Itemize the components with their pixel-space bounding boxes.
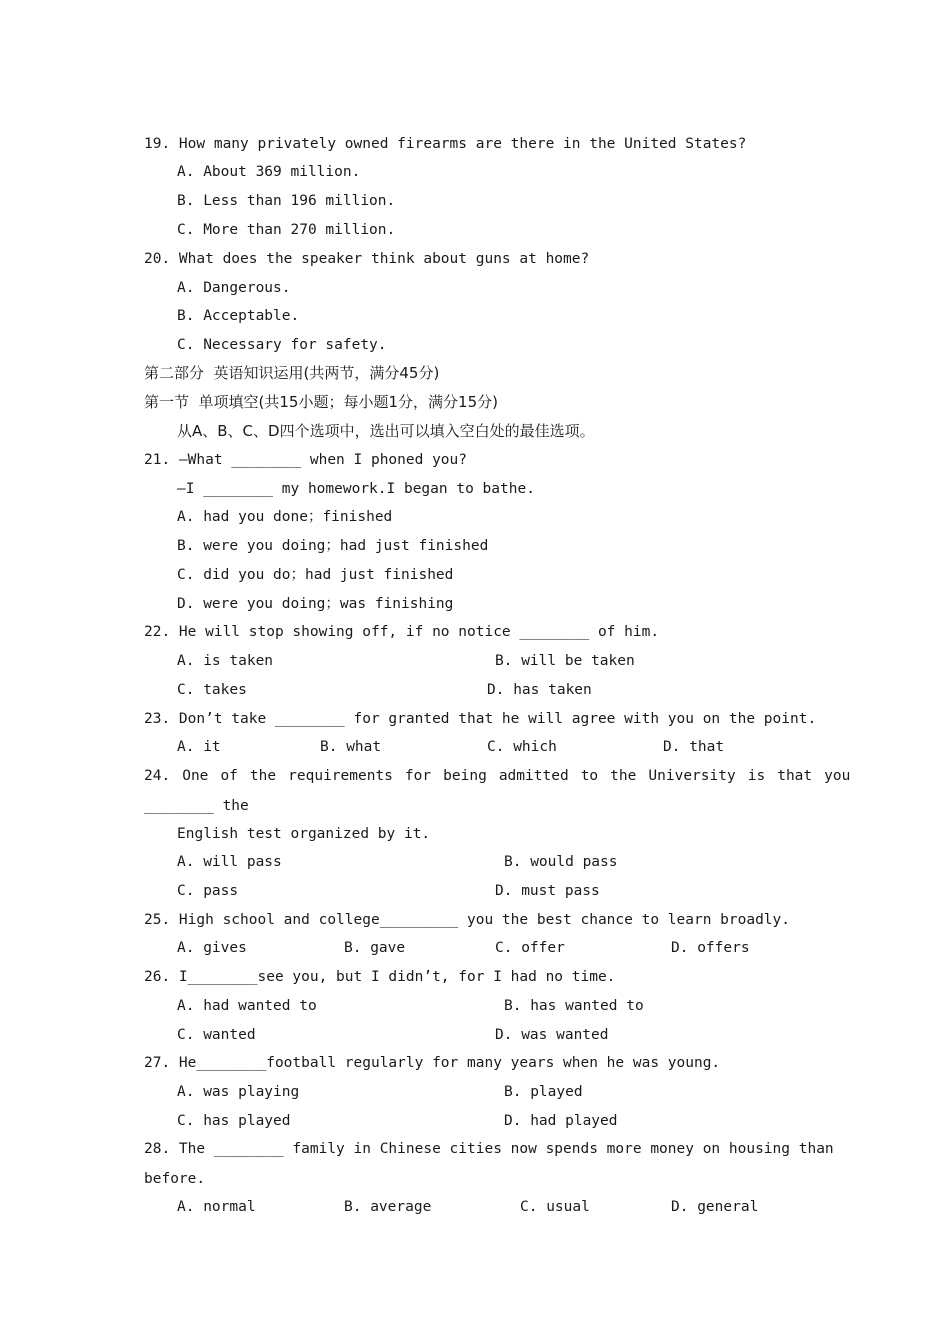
option-22-b: B. will be taken [495, 653, 635, 669]
option-25-c: C. offer [495, 940, 565, 956]
question-24-line-2: ________ the [144, 798, 249, 814]
option-26-d: D. was wanted [495, 1027, 609, 1043]
option-21-b: B. were you doing；had just finished [177, 538, 489, 554]
option-23-d: D. that [663, 739, 725, 755]
question-22: 22. He will stop showing off, if no notice ________ of him. [144, 624, 660, 640]
option-28-c: C. usual [520, 1199, 590, 1215]
option-23-a: A. it [177, 739, 221, 755]
option-27-d: D. had played [504, 1113, 618, 1129]
option-28-b: B. average [344, 1199, 432, 1215]
option-19-b: B. Less than 196 million. [177, 193, 396, 209]
option-28-a: A. normal [177, 1199, 256, 1215]
option-20-b: B. Acceptable. [177, 308, 300, 324]
question-21-response: —I ________ my homework.I began to bathe. [177, 481, 535, 497]
option-22-d: D. has taken [487, 682, 592, 698]
option-26-a: A. had wanted to [177, 998, 317, 1014]
option-25-b: B. gave [344, 940, 406, 956]
question-23: 23. Don’t take ________ for granted that he will agree with you on the point. [144, 711, 817, 727]
option-20-a: A. Dangerous. [177, 280, 291, 296]
option-24-a: A. will pass [177, 854, 282, 870]
question-25: 25. High school and college_________ you the best chance to learn broadly. [144, 912, 791, 928]
option-21-a: A. had you done；finished [177, 509, 393, 525]
option-25-a: A. gives [177, 940, 247, 956]
question-24-line-3: English test organized by it. [177, 826, 431, 842]
option-24-d: D. must pass [495, 883, 600, 899]
option-28-d: D. general [671, 1199, 759, 1215]
section-one-heading: 第一节 单项填空(共15小题；每小题1分，满分15分) [144, 393, 498, 411]
question-19: 19. How many privately owned firearms are there in the United States? [144, 136, 747, 152]
option-22-a: A. is taken [177, 653, 274, 669]
question-28: 28. The ________ family in Chinese cities now spends more money on housing than [144, 1141, 834, 1157]
question-20: 20. What does the speaker think about guns at home? [144, 251, 590, 267]
instructions: 从A、B、C、D四个选项中，选出可以填入空白处的最佳选项。 [177, 422, 595, 440]
option-21-c: C. did you do；had just finished [177, 567, 454, 583]
option-21-d: D. were you doing；was finishing [177, 596, 454, 612]
question-21: 21. —What ________ when I phoned you? [144, 452, 468, 468]
option-19-a: A. About 369 million. [177, 164, 361, 180]
option-27-c: C. has played [177, 1113, 291, 1129]
option-22-c: C. takes [177, 682, 247, 698]
question-27: 27. He________football regularly for many years when he was young. [144, 1055, 721, 1071]
option-25-d: D. offers [671, 940, 750, 956]
option-24-b: B. would pass [504, 854, 618, 870]
part-two-heading: 第二部分 英语知识运用(共两节，满分45分) [144, 364, 440, 382]
question-28-line-2: before. [144, 1171, 206, 1187]
option-27-b: B. played [504, 1084, 583, 1100]
option-24-c: C. pass [177, 883, 239, 899]
option-27-a: A. was playing [177, 1084, 300, 1100]
option-20-c: C. Necessary for safety. [177, 337, 387, 353]
option-23-b: B. what [320, 739, 382, 755]
option-19-c: C. More than 270 million. [177, 222, 396, 238]
question-26: 26. I________see you, but I didn’t, for I had no time. [144, 969, 616, 985]
option-26-b: B. has wanted to [504, 998, 644, 1014]
question-24: 24. One of the requirements for being admitted to the University is that you [144, 768, 851, 784]
option-23-c: C. which [487, 739, 557, 755]
option-26-c: C. wanted [177, 1027, 256, 1043]
